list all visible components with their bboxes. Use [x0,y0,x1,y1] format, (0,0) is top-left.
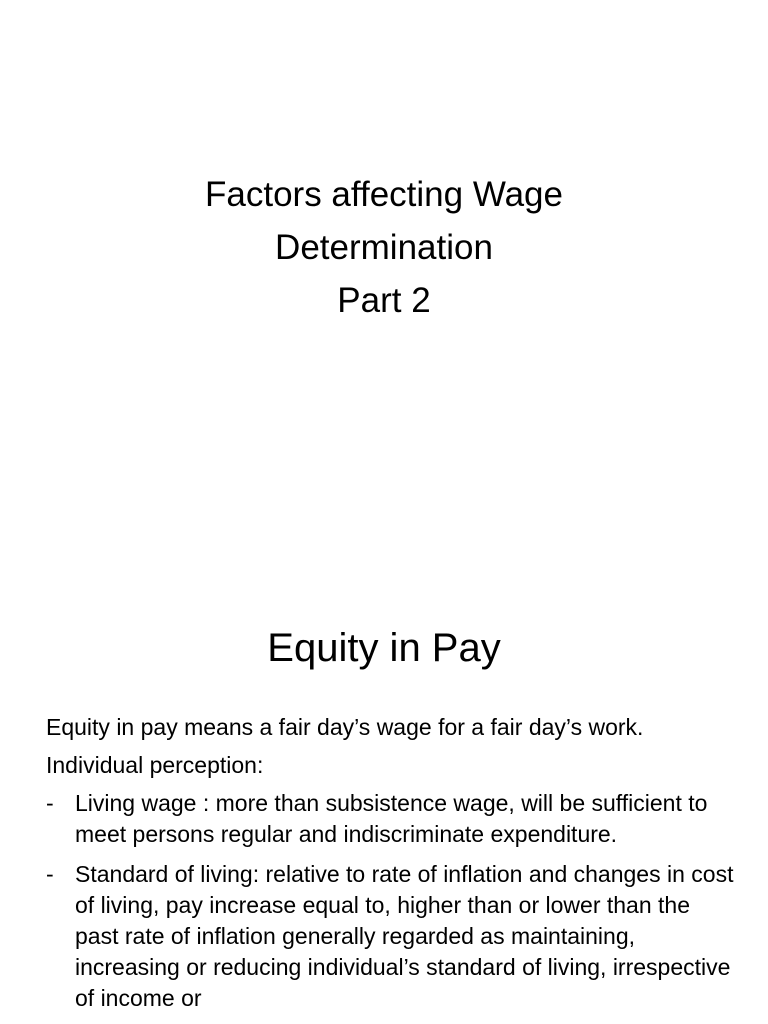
content-slide-body [46,712,736,1023]
bullet-text: Standard of living: relative to rate of inflation and changes in cost of living, pay increase equal to, higher than or lower than the past rate of inflation generally regarded as maintaining, increasing or reducing individual’s standard of living, irrespective of income or [75,861,734,1011]
slide-title-line-1: Factors affecting Wage [205,175,563,214]
content-slide-title: Equity in Pay [267,626,501,670]
slide-title [0,168,768,327]
content-slide [0,576,768,1024]
bullet-text: Living wage : more than subsistence wage, will be sufficient to meet persons regular and indiscriminate expenditure. [75,790,708,847]
bullet-marker: - [46,861,54,887]
slide-title-line-2: Determination [275,228,493,267]
bullet-marker: - [46,790,54,816]
slide-title-line-3: Part 2 [337,281,431,320]
perception-heading: Individual perception: [46,752,264,778]
bullet-item-living-wage [46,788,736,850]
bullet-item-standard-of-living [46,859,736,1014]
definition-paragraph: Equity in pay means a fair day’s wage for a fair day’s work. [46,714,644,740]
